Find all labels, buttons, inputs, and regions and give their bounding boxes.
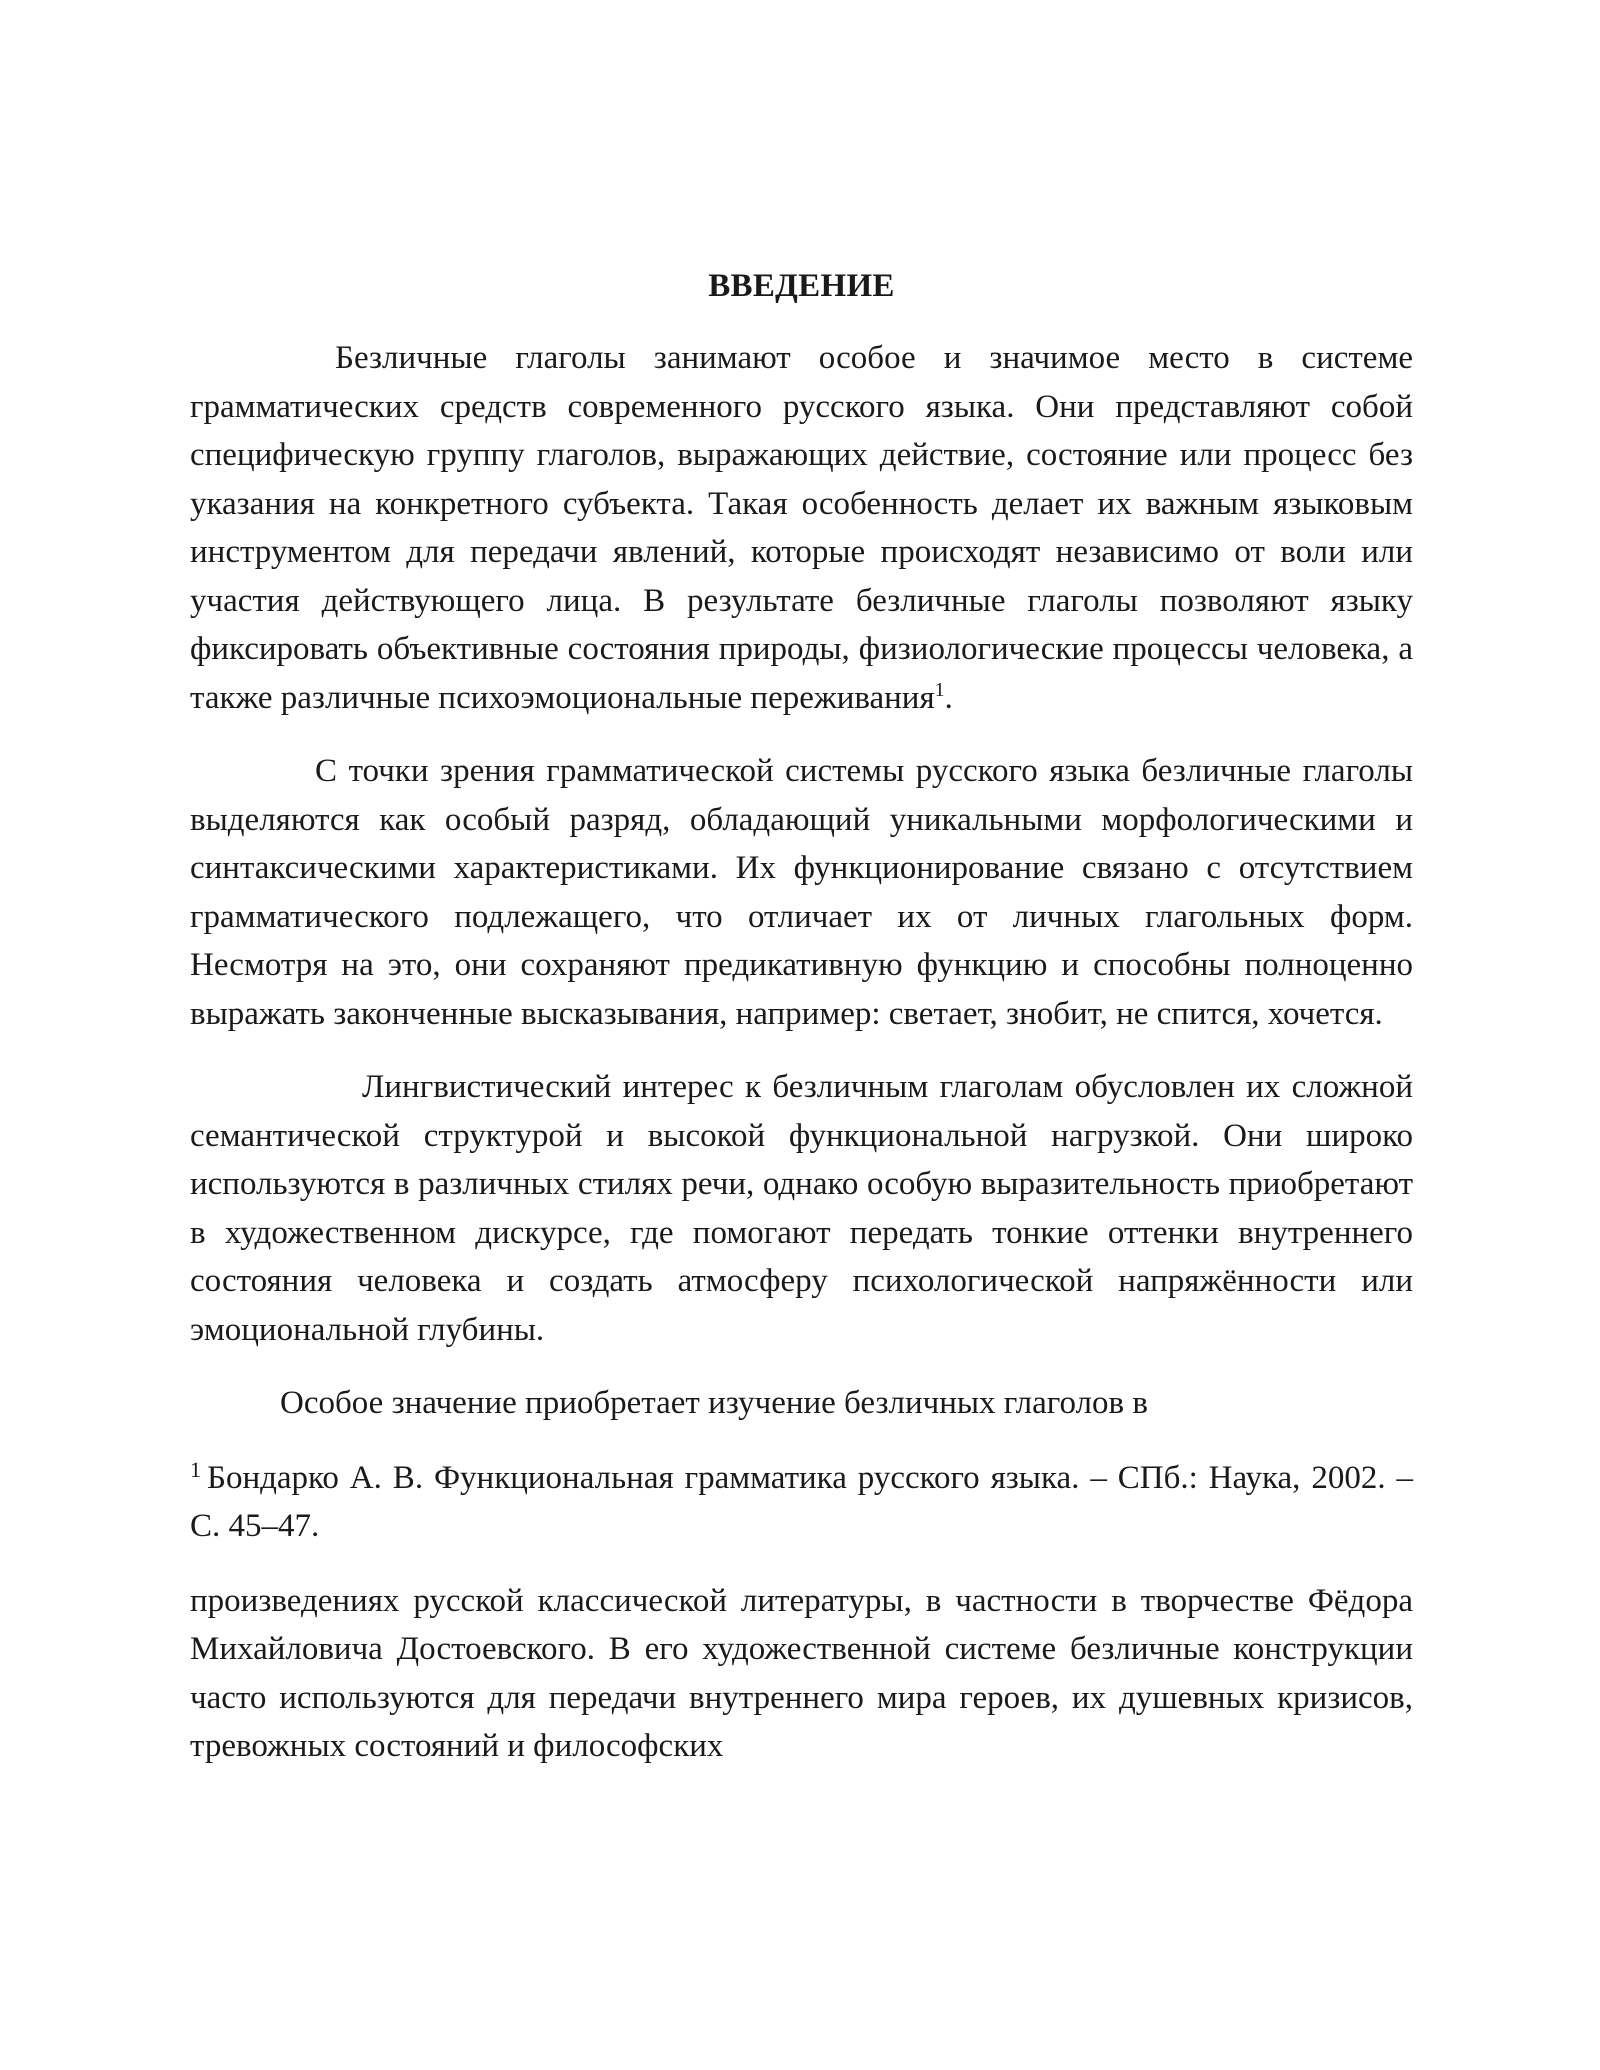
paragraph-1-period: .: [944, 679, 953, 716]
document-body: [190, 262, 1413, 1771]
footnote-reference[interactable]: 1: [934, 678, 945, 701]
paragraph-1-text: Безличные глаголы занимают особое и значимое место в системе грамматических средств современного русского языка. Они представляют собой специфическую группу глаголов, выражающих действие, состояние или процесс без указания на конкретного субъекта. Такая особенность делает их важным языковым инструментом для передачи явлений, которые происходят независимо от воли или участия действующего лица. В результате безличные глаголы позволяют языку фиксировать объективные состояния природы, физиологические процессы человека, а также различные психоэмоциональные переживания: [190, 340, 1413, 716]
paragraph-1: [190, 334, 1413, 722]
paragraph-4: Особое значение приобретает изучение безличных глаголов в: [280, 1385, 1148, 1421]
paragraph-2: С точки зрения грамматической системы русского языка безличные глаголы выделяются как особый разряд, обладающий уникальными морфологическими и синтаксическими характеристиками. Их функционирование связано с отсутствием грамматического подлежащего, что отличает их от личных глагольных форм. Несмотря на это, они сохраняют предикативную функцию и способны полноценно выражать законченные высказывания, например: светает, знобит, не спится, хочется.: [190, 753, 1413, 1032]
page-title: ВВЕДЕНИЕ: [708, 268, 895, 304]
footnote-text: Бондарко А. В. Функциональная грамматика русского языка. – СПб.: Наука, 2002. – С. 45–47.: [190, 1459, 1413, 1544]
paragraph-3: Лингвистический интерес к безличным глаголам обусловлен их сложной семантической структурой и высокой функциональной нагрузкой. Они широко используются в различных стилях речи, однако особую выразительность приобретают в художественном дискурсе, где помогают передать тонкие оттенки внутреннего состояния человека и создать атмосферу психологической напряжённости или эмоциональной глубины.: [190, 1069, 1413, 1348]
paragraph-4-continued: произведениях русской классической литературы, в частности в творчестве Фёдора Михайловича Достоевского. В его художественной системе безличные конструкции часто используются для передачи внутреннего мира героев, их душевных кризисов, тревожных состояний и философских: [190, 1582, 1413, 1764]
footnote: [190, 1454, 1413, 1551]
footnote-mark: 1: [190, 1456, 201, 1482]
